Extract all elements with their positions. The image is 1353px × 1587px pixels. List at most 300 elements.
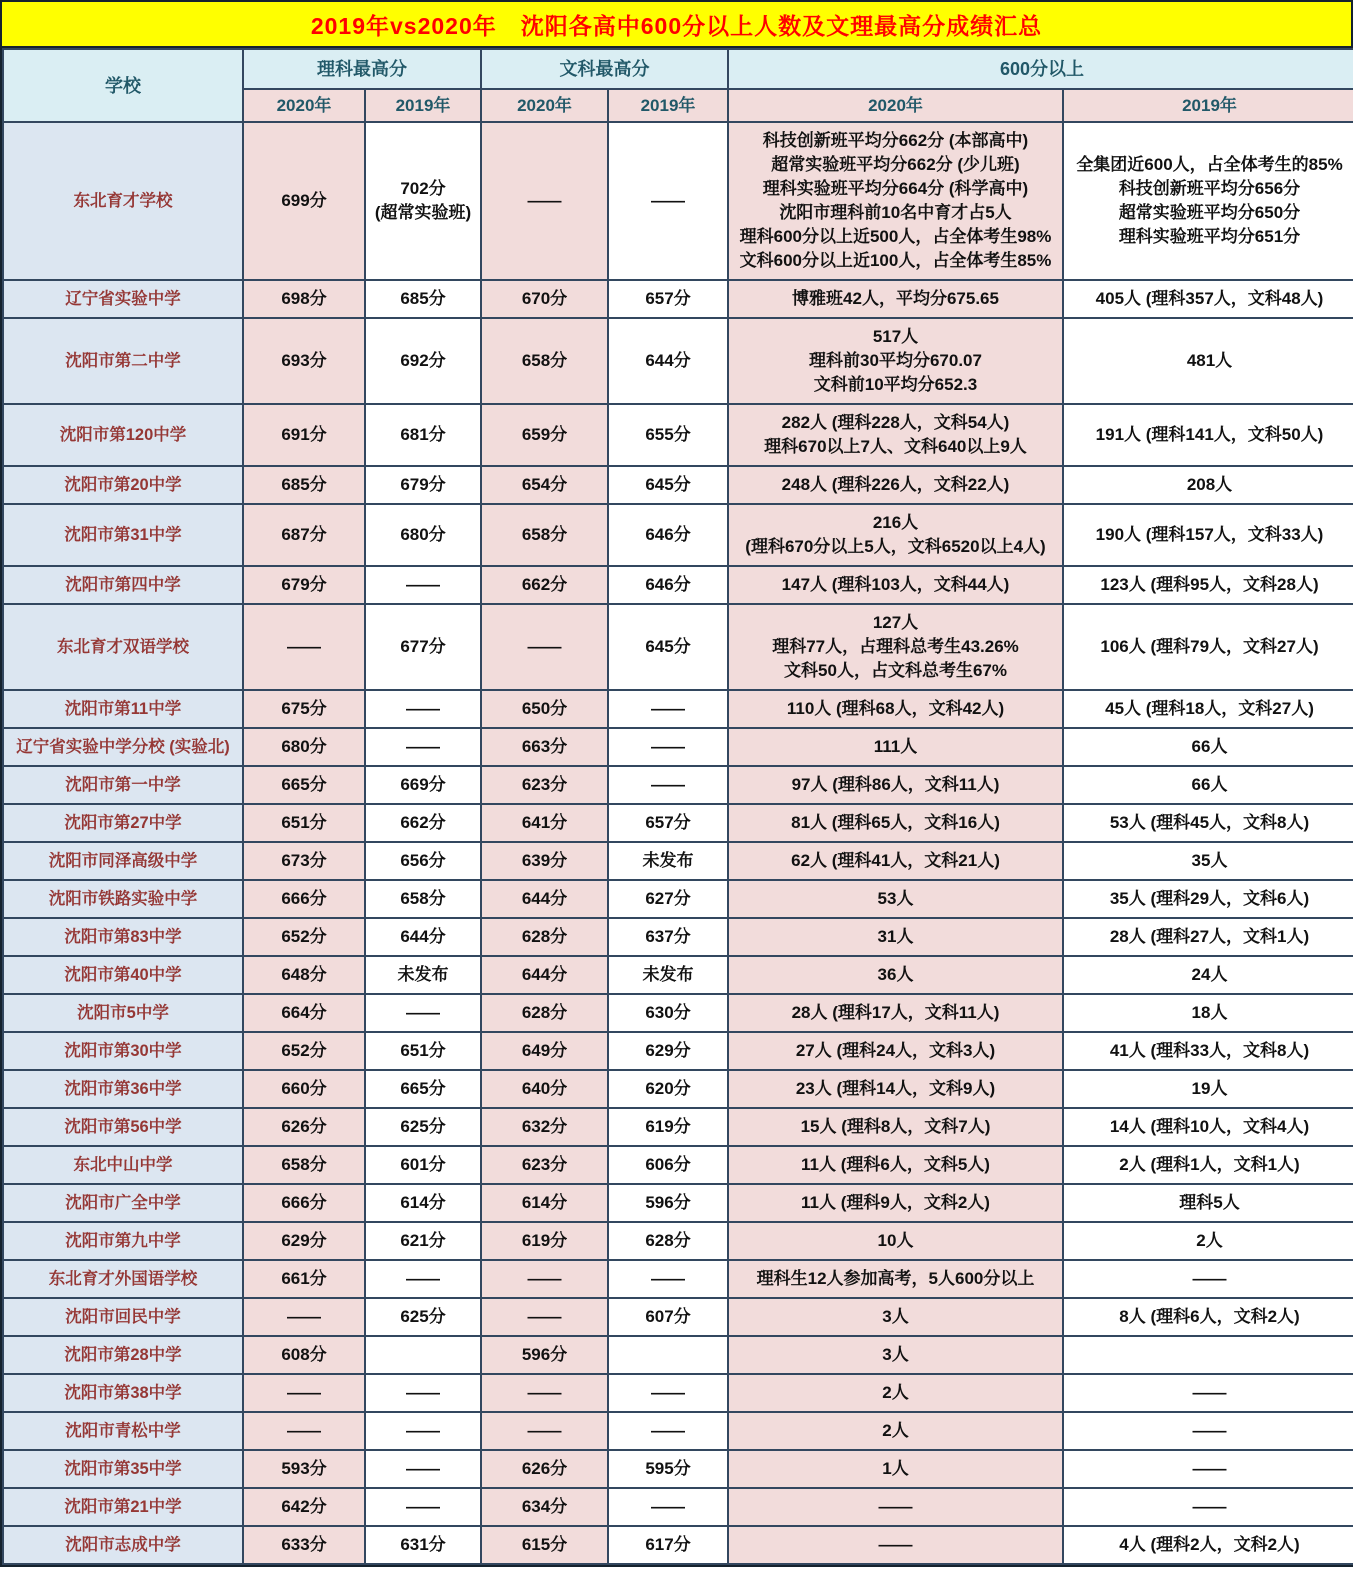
cell-line: 博雅班42人，平均分675.65 — [792, 289, 999, 308]
over600-2020-cell — [728, 1488, 1063, 1526]
over600-2020-cell — [728, 766, 1063, 804]
page-title: 2019年vs2020年 沈阳各高中600分以上人数及文理最高分成绩汇总 — [2, 2, 1351, 48]
school-name-cell: 东北育才外国语学校 — [3, 1260, 243, 1298]
liberal-max-2020-cell: —— — [481, 604, 608, 690]
table-row — [3, 1374, 1353, 1412]
column-header-year-2020: 2020年 — [728, 89, 1063, 122]
school-name-cell: 沈阳市第35中学 — [3, 1450, 243, 1488]
liberal-max-2020-cell: 632分 — [481, 1108, 608, 1146]
liberal-max-2020-cell: —— — [481, 1374, 608, 1412]
over600-2019-cell — [1063, 1412, 1353, 1450]
science-max-2020-cell: —— — [243, 1374, 365, 1412]
over600-2019-cell — [1063, 1260, 1353, 1298]
table-row — [3, 280, 1353, 318]
over600-2019-cell — [1063, 1298, 1353, 1336]
cell-line: 3人 — [882, 1345, 909, 1364]
table-row — [3, 1260, 1353, 1298]
over600-2020-cell — [728, 1412, 1063, 1450]
cell-line: 理科前30平均分670.07 — [809, 351, 982, 370]
table-row — [3, 1222, 1353, 1260]
column-header-year-2020: 2020年 — [481, 89, 608, 122]
over600-2020-cell — [728, 318, 1063, 404]
school-name-cell: 沈阳市第27中学 — [3, 804, 243, 842]
science-max-2020-cell: 633分 — [243, 1526, 365, 1564]
table-row — [3, 1032, 1353, 1070]
science-max-2020-cell: 666分 — [243, 880, 365, 918]
over600-2020-cell — [728, 1336, 1063, 1374]
science-max-2019-cell: —— — [365, 1412, 481, 1450]
science-max-2020-cell: 660分 — [243, 1070, 365, 1108]
cell-line: 106人 (理科79人，文科27人) — [1100, 637, 1319, 656]
over600-2019-cell — [1063, 1108, 1353, 1146]
science-max-2020-cell: 673分 — [243, 842, 365, 880]
science-max-2019-cell: 625分 — [365, 1108, 481, 1146]
school-name-cell: 沈阳市志成中学 — [3, 1526, 243, 1564]
liberal-max-2019-cell: 637分 — [608, 918, 728, 956]
table-row — [3, 1336, 1353, 1374]
school-name-cell: 东北育才双语学校 — [3, 604, 243, 690]
science-max-2020-cell: 652分 — [243, 1032, 365, 1070]
science-max-2020-cell: —— — [243, 1298, 365, 1336]
table-row — [3, 504, 1353, 566]
cell-line: 53人 (理科45人，文科8人) — [1109, 813, 1310, 832]
science-max-2020-cell: 608分 — [243, 1336, 365, 1374]
over600-2019-cell — [1063, 566, 1353, 604]
liberal-max-2020-cell: 596分 — [481, 1336, 608, 1374]
school-name-cell: 沈阳市第38中学 — [3, 1374, 243, 1412]
science-max-2019-cell: 685分 — [365, 280, 481, 318]
cell-line: 15人 (理科8人，文科7人) — [800, 1117, 991, 1136]
science-max-2020-cell: 665分 — [243, 766, 365, 804]
liberal-max-2019-cell: 629分 — [608, 1032, 728, 1070]
school-name-cell: 东北育才学校 — [3, 122, 243, 280]
table-row — [3, 566, 1353, 604]
science-max-2020-cell: 687分 — [243, 504, 365, 566]
over600-2020-cell — [728, 504, 1063, 566]
table-row — [3, 690, 1353, 728]
cell-line: 208人 — [1186, 475, 1233, 494]
liberal-max-2020-cell: —— — [481, 1298, 608, 1336]
over600-2020-cell — [728, 880, 1063, 918]
over600-2020-cell — [728, 690, 1063, 728]
cell-line: 理科生12人参加高考，5人600分以上 — [756, 1269, 1035, 1288]
science-max-2019-cell: —— — [365, 690, 481, 728]
cell-line: 66人 — [1191, 775, 1228, 794]
cell-line: 28人 (理科27人，文科1人) — [1109, 927, 1310, 946]
over600-2019-cell — [1063, 804, 1353, 842]
science-max-2019-cell: 621分 — [365, 1222, 481, 1260]
cell-line: 216人 — [872, 513, 919, 532]
liberal-max-2019-cell: 617分 — [608, 1526, 728, 1564]
cell-line: 8人 (理科6人，文科2人) — [1119, 1307, 1300, 1326]
school-name-cell: 沈阳市第11中学 — [3, 690, 243, 728]
liberal-max-2019-cell: 未发布 — [608, 842, 728, 880]
science-max-2019-cell: 679分 — [365, 466, 481, 504]
science-max-2020-cell: 664分 — [243, 994, 365, 1032]
table-row — [3, 994, 1353, 1032]
school-name-cell: 沈阳市第九中学 — [3, 1222, 243, 1260]
table-row — [3, 842, 1353, 880]
cell-line: 沈阳市理科前10名中育才占5人 — [779, 203, 1012, 222]
science-max-2019-cell: 656分 — [365, 842, 481, 880]
over600-2019-cell — [1063, 280, 1353, 318]
liberal-max-2019-cell: 596分 — [608, 1184, 728, 1222]
science-max-2020-cell: 675分 — [243, 690, 365, 728]
liberal-max-2020-cell: 623分 — [481, 766, 608, 804]
cell-line: 66人 — [1191, 737, 1228, 756]
over600-2019-cell — [1063, 994, 1353, 1032]
science-max-2019-cell: —— — [365, 1260, 481, 1298]
over600-2019-cell — [1063, 404, 1353, 466]
over600-2020-cell — [728, 1526, 1063, 1564]
science-max-2020-cell: 629分 — [243, 1222, 365, 1260]
science-max-2019-cell: 601分 — [365, 1146, 481, 1184]
liberal-max-2020-cell: 654分 — [481, 466, 608, 504]
over600-2019-cell — [1063, 122, 1353, 280]
cell-line: 超常实验班平均分662分 (少儿班) — [771, 155, 1020, 174]
cell-line: 文科50人，占文科总考生67% — [784, 661, 1007, 680]
liberal-max-2019-cell: 619分 — [608, 1108, 728, 1146]
over600-2019-cell — [1063, 318, 1353, 404]
school-name-cell: 东北中山中学 — [3, 1146, 243, 1184]
school-name-cell: 沈阳市第四中学 — [3, 566, 243, 604]
school-name-cell: 沈阳市第31中学 — [3, 504, 243, 566]
table-row — [3, 1108, 1353, 1146]
liberal-max-2020-cell: 619分 — [481, 1222, 608, 1260]
liberal-max-2020-cell: 650分 — [481, 690, 608, 728]
over600-2020-cell — [728, 804, 1063, 842]
cell-line: 3人 — [882, 1307, 909, 1326]
over600-2020-cell — [728, 1184, 1063, 1222]
science-max-2020-cell: 666分 — [243, 1184, 365, 1222]
science-max-2019-cell: 614分 — [365, 1184, 481, 1222]
table-row — [3, 604, 1353, 690]
cell-line: 35人 (理科29人，文科6人) — [1109, 889, 1310, 908]
cell-line: 14人 (理科10人，文科4人) — [1109, 1117, 1310, 1136]
science-max-2020-cell: —— — [243, 604, 365, 690]
table-row — [3, 1450, 1353, 1488]
header-group-row — [3, 49, 1353, 89]
cell-line: 481人 — [1186, 351, 1233, 370]
school-name-cell: 沈阳市5中学 — [3, 994, 243, 1032]
over600-2020-cell — [728, 1146, 1063, 1184]
liberal-max-2019-cell: 630分 — [608, 994, 728, 1032]
column-header-year-2020: 2020年 — [243, 89, 365, 122]
over600-2020-cell — [728, 956, 1063, 994]
cell-line: 111人 — [873, 737, 918, 756]
liberal-max-2020-cell: —— — [481, 122, 608, 280]
science-max-2019-cell: 677分 — [365, 604, 481, 690]
liberal-max-2020-cell: 623分 — [481, 1146, 608, 1184]
liberal-max-2020-cell: —— — [481, 1412, 608, 1450]
school-name-cell: 辽宁省实验中学 — [3, 280, 243, 318]
cell-line: 科技创新班平均分662分 (本部高中) — [762, 131, 1029, 150]
liberal-max-2020-cell: 662分 — [481, 566, 608, 604]
column-header-over600: 600分以上 — [728, 49, 1353, 89]
over600-2019-cell — [1063, 842, 1353, 880]
liberal-max-2019-cell: —— — [608, 1260, 728, 1298]
cell-line: 41人 (理科33人，文科8人) — [1109, 1041, 1310, 1060]
cell-line: 23人 (理科14人，文科9人) — [795, 1079, 996, 1098]
cell-line: 2人 (理科1人，文科1人) — [1119, 1155, 1300, 1174]
liberal-max-2020-cell: 615分 — [481, 1526, 608, 1564]
cell-line: 97人 (理科86人，文科11人) — [791, 775, 1000, 794]
cell-line: 理科5人 — [1179, 1193, 1240, 1212]
liberal-max-2019-cell: 644分 — [608, 318, 728, 404]
liberal-max-2020-cell: 628分 — [481, 918, 608, 956]
over600-2019-cell — [1063, 1032, 1353, 1070]
liberal-max-2019-cell: 627分 — [608, 880, 728, 918]
cell-line: 2人 — [1196, 1231, 1223, 1250]
science-max-2020-cell: 652分 — [243, 918, 365, 956]
liberal-max-2019-cell — [608, 1336, 728, 1374]
over600-2019-cell — [1063, 466, 1353, 504]
over600-2020-cell — [728, 1032, 1063, 1070]
over600-2019-cell — [1063, 1488, 1353, 1526]
science-max-2020-cell: 680分 — [243, 728, 365, 766]
liberal-max-2019-cell: 657分 — [608, 280, 728, 318]
cell-line: 127人 — [872, 613, 919, 632]
over600-2020-cell — [728, 918, 1063, 956]
table-row — [3, 804, 1353, 842]
over600-2019-cell — [1063, 1070, 1353, 1108]
cell-line: 31人 — [877, 927, 914, 946]
science-max-2019-cell: 692分 — [365, 318, 481, 404]
science-max-2020-cell: —— — [243, 1412, 365, 1450]
column-header-science-max: 理科最高分 — [243, 49, 481, 89]
science-max-2019-cell: 669分 — [365, 766, 481, 804]
liberal-max-2019-cell: 620分 — [608, 1070, 728, 1108]
liberal-max-2020-cell: 641分 — [481, 804, 608, 842]
over600-2019-cell — [1063, 728, 1353, 766]
table-row — [3, 1488, 1353, 1526]
liberal-max-2019-cell: 646分 — [608, 566, 728, 604]
liberal-max-2019-cell: 607分 — [608, 1298, 728, 1336]
liberal-max-2019-cell: 645分 — [608, 604, 728, 690]
cell-line: 62人 (理科41人，文科21人) — [791, 851, 1000, 870]
table-row — [3, 918, 1353, 956]
liberal-max-2020-cell: —— — [481, 1260, 608, 1298]
science-max-2020-cell: 626分 — [243, 1108, 365, 1146]
table-row — [3, 766, 1353, 804]
table-row — [3, 728, 1353, 766]
school-name-cell: 辽宁省实验中学分校 (实验北) — [3, 728, 243, 766]
school-name-cell: 沈阳市第120中学 — [3, 404, 243, 466]
over600-2019-cell — [1063, 1184, 1353, 1222]
table-row — [3, 1298, 1353, 1336]
science-max-2020-cell: 651分 — [243, 804, 365, 842]
cell-line: 理科实验班平均分664分 (科学高中) — [762, 179, 1029, 198]
over600-2020-cell — [728, 1260, 1063, 1298]
science-max-2020-cell: 593分 — [243, 1450, 365, 1488]
science-max-2019-cell: —— — [365, 1374, 481, 1412]
cell-line: 110人 (理科68人，文科42人) — [786, 699, 1005, 718]
cell-line: 405人 (理科357人，文科48人) — [1095, 289, 1324, 308]
school-name-cell: 沈阳市第21中学 — [3, 1488, 243, 1526]
cell-line: 24人 — [1191, 965, 1228, 984]
science-max-2020-cell: 693分 — [243, 318, 365, 404]
column-header-liberal-max: 文科最高分 — [481, 49, 728, 89]
cell-line: 248人 (理科226人，文科22人) — [781, 475, 1010, 494]
over600-2019-cell — [1063, 918, 1353, 956]
school-name-cell: 沈阳市第28中学 — [3, 1336, 243, 1374]
school-name-cell: 沈阳市回民中学 — [3, 1298, 243, 1336]
science-max-2019-cell: —— — [365, 566, 481, 604]
liberal-max-2019-cell: 628分 — [608, 1222, 728, 1260]
cell-line: —— — [878, 1497, 913, 1516]
science-max-2019-cell: 644分 — [365, 918, 481, 956]
over600-2020-cell — [728, 566, 1063, 604]
liberal-max-2019-cell: —— — [608, 1488, 728, 1526]
science-max-2019-cell — [365, 1336, 481, 1374]
school-name-cell: 沈阳市第36中学 — [3, 1070, 243, 1108]
cell-line: 4人 (理科2人，文科2人) — [1119, 1535, 1300, 1554]
cell-line: 123人 (理科95人，文科28人) — [1100, 575, 1319, 594]
cell-line: 282人 (理科228人，文科54人) — [781, 413, 1010, 432]
table-row — [3, 956, 1353, 994]
science-max-2020-cell: 648分 — [243, 956, 365, 994]
cell-line: 2人 — [882, 1421, 909, 1440]
cell-line: 36人 — [877, 965, 914, 984]
science-max-2019-cell: 681分 — [365, 404, 481, 466]
school-name-cell: 沈阳市第30中学 — [3, 1032, 243, 1070]
school-name-cell: 沈阳市第一中学 — [3, 766, 243, 804]
over600-2020-cell — [728, 1374, 1063, 1412]
cell-line: (超常实验班) — [374, 203, 472, 222]
cell-line: —— — [1192, 1497, 1227, 1516]
over600-2019-cell — [1063, 1146, 1353, 1184]
over600-2020-cell — [728, 404, 1063, 466]
school-name-cell: 沈阳市第二中学 — [3, 318, 243, 404]
liberal-max-2020-cell: 658分 — [481, 504, 608, 566]
cell-line: —— — [1192, 1269, 1227, 1288]
science-max-2020-cell: 699分 — [243, 122, 365, 280]
column-header-year-2019: 2019年 — [608, 89, 728, 122]
liberal-max-2019-cell: —— — [608, 1412, 728, 1450]
science-max-2019-cell: 658分 — [365, 880, 481, 918]
cell-line: 45人 (理科18人，文科27人) — [1105, 699, 1314, 718]
science-max-2019-cell: —— — [365, 1488, 481, 1526]
cell-line: 2人 — [882, 1383, 909, 1402]
liberal-max-2019-cell: —— — [608, 1374, 728, 1412]
cell-line: 理科77人，占理科总考生43.26% — [772, 637, 1019, 656]
cell-line: 超常实验班平均分650分 — [1118, 203, 1301, 222]
liberal-max-2020-cell: 628分 — [481, 994, 608, 1032]
liberal-max-2020-cell: 663分 — [481, 728, 608, 766]
science-max-2019-cell: 680分 — [365, 504, 481, 566]
cell-line: 理科670以上7人、文科640以上9人 — [764, 437, 1027, 456]
cell-line: 文科前10平均分652.3 — [813, 375, 978, 394]
over600-2019-cell — [1063, 1336, 1353, 1374]
liberal-max-2020-cell: 639分 — [481, 842, 608, 880]
cell-line: —— — [1192, 1421, 1227, 1440]
cell-line: 科技创新班平均分656分 — [1118, 179, 1301, 198]
science-max-2020-cell: 661分 — [243, 1260, 365, 1298]
liberal-max-2019-cell: —— — [608, 122, 728, 280]
table-row — [3, 1526, 1353, 1564]
table-row — [3, 122, 1353, 280]
school-name-cell: 沈阳市第20中学 — [3, 466, 243, 504]
over600-2020-cell — [728, 466, 1063, 504]
cell-line: 702分 — [400, 179, 446, 198]
over600-2019-cell — [1063, 956, 1353, 994]
cell-line: 1人 — [882, 1459, 909, 1478]
over600-2019-cell — [1063, 504, 1353, 566]
cell-line: 文科600分以上近100人，占全体考生85% — [739, 251, 1052, 270]
over600-2019-cell — [1063, 1222, 1353, 1260]
cell-line: —— — [1192, 1383, 1227, 1402]
liberal-max-2019-cell: 646分 — [608, 504, 728, 566]
over600-2020-cell — [728, 1222, 1063, 1260]
science-max-2019-cell: 651分 — [365, 1032, 481, 1070]
over600-2019-cell — [1063, 690, 1353, 728]
over600-2020-cell — [728, 1298, 1063, 1336]
over600-2019-cell — [1063, 1374, 1353, 1412]
over600-2019-cell — [1063, 766, 1353, 804]
cell-line: 理科实验班平均分651分 — [1118, 227, 1301, 246]
cell-line: 18人 — [1191, 1003, 1228, 1022]
liberal-max-2020-cell: 640分 — [481, 1070, 608, 1108]
table-row — [3, 466, 1353, 504]
table-row — [3, 1412, 1353, 1450]
column-header-year-2019: 2019年 — [1063, 89, 1353, 122]
cell-line: 190人 (理科157人，文科33人) — [1095, 525, 1324, 544]
liberal-max-2019-cell: 657分 — [608, 804, 728, 842]
liberal-max-2020-cell: 626分 — [481, 1450, 608, 1488]
cell-line: —— — [1192, 1459, 1227, 1478]
school-name-cell: 沈阳市第40中学 — [3, 956, 243, 994]
liberal-max-2019-cell: 595分 — [608, 1450, 728, 1488]
over600-2019-cell — [1063, 880, 1353, 918]
cell-line: 517人 — [872, 327, 919, 346]
science-max-2020-cell: 679分 — [243, 566, 365, 604]
cell-line: 35人 — [1191, 851, 1228, 870]
science-max-2019-cell: —— — [365, 1450, 481, 1488]
cell-line: 191人 (理科141人，文科50人) — [1095, 425, 1324, 444]
over600-2019-cell — [1063, 1450, 1353, 1488]
science-max-2019-cell — [365, 122, 481, 280]
science-max-2019-cell: 625分 — [365, 1298, 481, 1336]
over600-2020-cell — [728, 280, 1063, 318]
cell-line: 19人 — [1191, 1079, 1228, 1098]
science-max-2019-cell: 631分 — [365, 1526, 481, 1564]
liberal-max-2019-cell: —— — [608, 728, 728, 766]
science-max-2020-cell: 658分 — [243, 1146, 365, 1184]
liberal-max-2019-cell: 606分 — [608, 1146, 728, 1184]
column-header-year-2019: 2019年 — [365, 89, 481, 122]
score-table — [2, 48, 1353, 1565]
over600-2020-cell — [728, 842, 1063, 880]
liberal-max-2020-cell: 658分 — [481, 318, 608, 404]
over600-2020-cell — [728, 728, 1063, 766]
school-name-cell: 沈阳市青松中学 — [3, 1412, 243, 1450]
table-body — [3, 122, 1353, 1564]
cell-line: 11人 (理科9人，文科2人) — [801, 1193, 990, 1212]
table-row — [3, 318, 1353, 404]
science-max-2019-cell: —— — [365, 728, 481, 766]
liberal-max-2020-cell: 670分 — [481, 280, 608, 318]
cell-line: 理科600分以上近500人，占全体考生98% — [739, 227, 1052, 246]
science-max-2019-cell: 665分 — [365, 1070, 481, 1108]
over600-2020-cell — [728, 1108, 1063, 1146]
over600-2020-cell — [728, 1070, 1063, 1108]
over600-2020-cell — [728, 1450, 1063, 1488]
over600-2020-cell — [728, 604, 1063, 690]
liberal-max-2019-cell: 未发布 — [608, 956, 728, 994]
science-max-2020-cell: 642分 — [243, 1488, 365, 1526]
cell-line: 53人 — [877, 889, 914, 908]
liberal-max-2020-cell: 634分 — [481, 1488, 608, 1526]
